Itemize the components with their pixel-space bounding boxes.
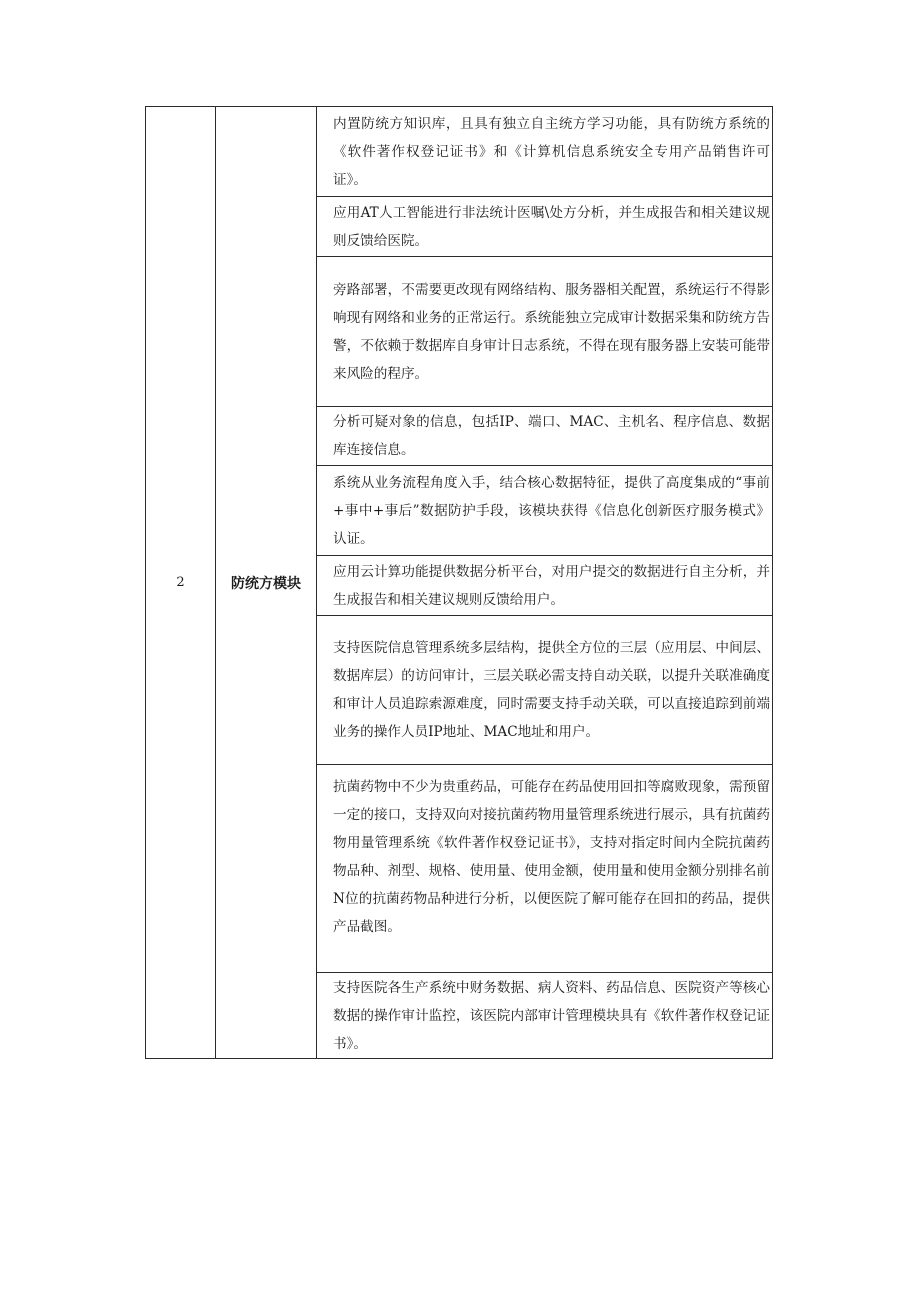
module-name-cell: 防统方模块 (216, 107, 317, 1059)
requirement-cell (317, 107, 773, 197)
requirement-cell (317, 765, 773, 973)
requirement-cell (317, 407, 773, 466)
requirement-text: 分析可疑对象的信息，包括IP、端口、MAC、主机名、程序信息、数据库连接信息。 (333, 414, 770, 458)
requirement-text: 应用云计算功能提供数据分析平台，对用户提交的数据进行自主分析，并生成报告和相关建议规则反馈给用户。 (333, 563, 770, 608)
requirement-text: 内置防统方知识库，且具有独立自主统方学习功能，具有防统方系统的《软件著作权登记证书》和《计算机信息系统安全专用产品销售许可证》。 (333, 115, 770, 188)
requirement-cell (317, 197, 773, 257)
requirement-cell (317, 466, 773, 556)
requirement-text: 抗菌药物中不少为贵重药品，可能存在药品使用回扣等腐败现象，需预留一定的接口，支持双向对接抗菌药物用量管理系统进行展示，具有抗菌药物用量管理系统《软件著作权登记证书》，支持对指定时间内全院抗菌药物品种、剂型、规格、使用量、使用金额，使用量和使用金额分别排名前N位的抗菌药物品种进行分析，以便医院了解可能存在回扣的药品，提供产品截图。 (333, 779, 770, 935)
requirement-cell (317, 973, 773, 1059)
requirements-table (145, 106, 773, 1059)
requirement-cell (317, 257, 773, 407)
requirement-text: 应用AT人工智能进行非法统计医嘱\处方分析，并生成报告和相关建议规则反馈给医院。 (333, 204, 770, 249)
row-number-cell: 2 (146, 107, 216, 1059)
requirement-cell (317, 556, 773, 616)
requirement-text: 支持医院各生产系统中财务数据、病人资料、药品信息、医院资产等核心数据的操作审计监控，该医院内部审计管理模块具有《软件著作权登记证书》。 (333, 979, 770, 1052)
requirement-text: 支持医院信息管理系统多层结构，提供全方位的三层（应用层、中间层、数据库层）的访问审计，三层关联必需支持自动关联，以提升关联准确度和审计人员追踪索源难度，同时需要支持手动关联，可以直接追踪到前端业务的操作人员IP地址、MAC地址和用户。 (333, 640, 770, 740)
requirement-text: 旁路部署，不需要更改现有网络结构、服务器相关配置，系统运行不得影响现有网络和业务的正常运行。系统能独立完成审计数据采集和防统方告警，不依赖于数据库自身审计日志系统，不得在现有服务器上安装可能带来风险的程序。 (333, 281, 770, 382)
table-row (146, 107, 773, 197)
requirement-cell (317, 616, 773, 765)
requirement-text: 系统从业务流程角度入手，结合核心数据特征，提供了高度集成的“事前+事中+事后”数据防护手段，该模块获得《信息化创新医疗服务模式》认证。 (333, 474, 770, 547)
